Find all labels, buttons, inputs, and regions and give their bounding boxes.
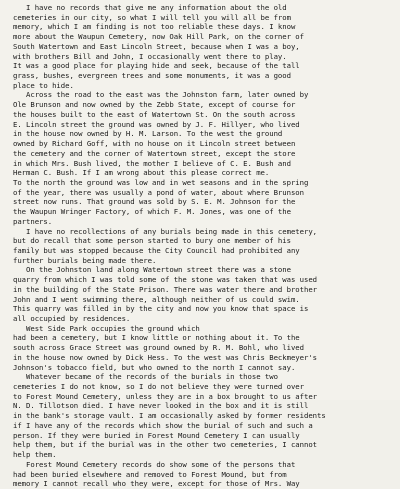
text-line: but do recall that some person started to bury one member of his xyxy=(13,236,291,246)
text-line: I have no records that give me any information about the old xyxy=(13,3,287,12)
text-line: place to hide. xyxy=(13,80,74,90)
text-line: of the year, there was usually a pond of water, about where Brunson xyxy=(13,187,304,197)
text-line: Herman C. Bush. If I am wrong about this please correct me. xyxy=(13,168,270,178)
text-line: in the building of the State Prison. There was water there and brother xyxy=(13,284,318,294)
text-line: Across the road to the east was the Johnston farm, later owned by xyxy=(13,90,309,100)
text-line: person. If they were buried in Forest Mound Cemetery I can usually xyxy=(13,430,300,440)
text-line: West Side Park occupies the ground which xyxy=(13,323,200,333)
text-line: help them, but if the burial was in the other two cemeteries, I cannot xyxy=(13,440,318,450)
text-line: street now runs. That ground was sold by S. E. M. Johnson for the xyxy=(13,197,296,207)
text-line: owned by Richard Goff, with no house on it Lincoln street between xyxy=(13,139,296,149)
text-line: memory I cannot recall who they were, except for those of Mrs. Way xyxy=(13,479,300,489)
text-line: family but was stopped because the City Council had prohibited any xyxy=(13,245,300,255)
text-line: To the north the ground was low and in wet seasons and in the spring xyxy=(13,177,309,187)
text-line: N. D. Tillotson died. I have never looked in the box and it is still xyxy=(13,401,309,411)
text-line: in which Mrs. Bush lived, the mother I believe of C. E. Bush and xyxy=(13,158,291,168)
text-line: On the Johnston land along Watertown street there was a stone xyxy=(13,265,291,275)
text-line: in the bank's storage vault. I am occasionally asked by former residents xyxy=(13,411,326,421)
text-line: if I have any of the records which show the burial of such and such a xyxy=(13,420,313,430)
text-line: quarry from which I was told some of the stone was taken that was used xyxy=(13,275,318,285)
text-line: with brothers Bill and John, I occasionally went there to play. xyxy=(13,51,287,61)
text-line: Whatever became of the records of the burials in those two xyxy=(13,372,278,382)
text-line: all occupied by residences. xyxy=(13,314,131,323)
text-line: the houses built to the east of Watertown St. On the south across xyxy=(13,109,296,119)
text-line: partners. xyxy=(13,216,53,226)
text-line: more about the Waupun Cemetery, now Oak Hill Park, on the corner of xyxy=(13,32,304,42)
text-line: the Waupun Wringer Factory, of which F. M. Jones, was one of the xyxy=(13,207,291,217)
text-line: had been buried elsewhere and removed to Forest Mound, but from xyxy=(13,469,287,479)
text-line: Forest Mound Cemetery records do show some of the persons that xyxy=(13,459,296,469)
text-line: cemeteries I do not know, so I do not believe they were turned over xyxy=(13,382,304,392)
text-line: Johnson's tobacco field, but who owned to the north I cannot say. xyxy=(13,362,296,372)
text-line: in the house now owned by Dick Hess. To the west was Chris Beckmeyer's xyxy=(13,352,318,362)
text-line: in the house now owned by H. M. Larson. To the west the ground xyxy=(13,129,283,139)
text-line: South Watertown and East Lincoln Street, because when I was a boy, xyxy=(13,41,300,51)
text-line: memory, which I am finding is not too reliable these days. I know xyxy=(13,22,296,32)
text-line: had been a cemetery, but I know little or nothing about it. To the xyxy=(13,333,300,343)
text-line: the cemetery and the corner of Watertown street, except the store xyxy=(13,148,296,158)
text-line: to Forest Mound Cemetery, unless they are in a box brought to us after xyxy=(13,391,318,401)
text-line: south across Grace Street was ground owned by R. M. Bohl, who lived xyxy=(13,343,304,353)
text-line: E. Lincoln street the ground was owned by J. F. Hillyer, who lived xyxy=(13,119,300,129)
text-line: further burials being made there. xyxy=(13,255,157,265)
text-line: It was a good place for playing hide and seek, because of the tall xyxy=(13,61,300,71)
text-line: I have no recollections of any burials being made in this cemetery, xyxy=(13,226,318,236)
text-line: Ole Brunson and now owned by the Zebb State, except of course for xyxy=(13,100,296,110)
text-line: cemeteries in our city, so what I will tell you will all be from xyxy=(13,12,291,22)
text-line: help them. xyxy=(13,450,57,460)
text-line: This quarry was filled in by the city and now you know that space is xyxy=(13,304,309,314)
text-line: John and I went swimming there, although neither of us could swim. xyxy=(13,294,300,304)
text-line: grass, bushes, evergreen trees and some monuments, it was a good xyxy=(13,71,291,81)
